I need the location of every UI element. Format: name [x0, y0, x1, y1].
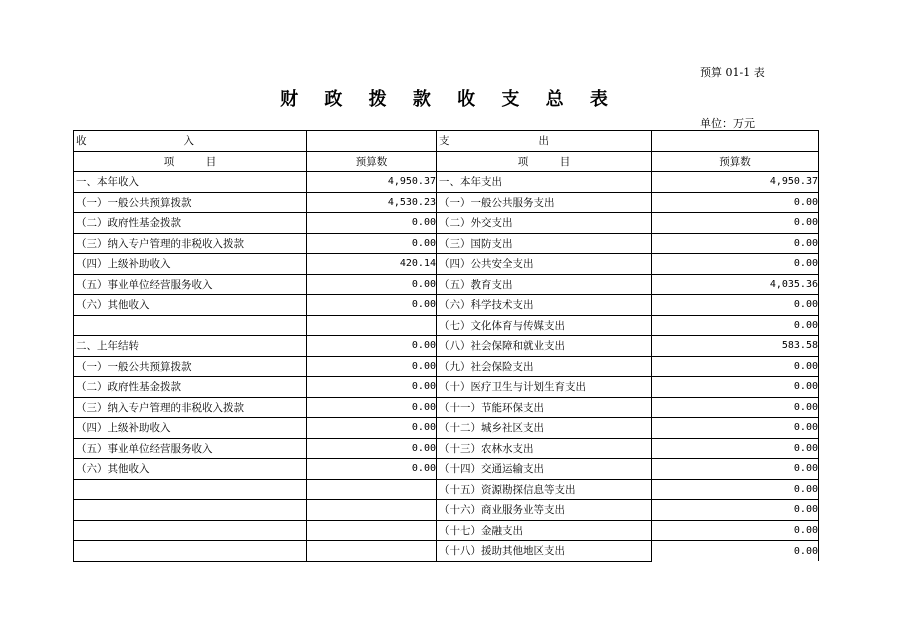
income-value-cell: 0.00 — [307, 233, 437, 254]
income-value-cell — [307, 315, 437, 336]
expense-item-cell: （八）社会保障和就业支出 — [437, 336, 652, 357]
table-row — [74, 315, 819, 336]
table-row — [74, 356, 819, 377]
expense-header-right: 出 — [538, 135, 549, 148]
income-value-cell — [307, 479, 437, 500]
budget-table — [73, 130, 819, 562]
income-item-cell — [74, 500, 307, 521]
income-item-cell: （二）政府性基金拨款 — [74, 377, 307, 398]
income-value-cell: 4,950.37 — [307, 172, 437, 193]
table-row — [74, 500, 819, 521]
expense-value-cell: 0.00 — [652, 213, 819, 234]
income-value-cell — [307, 520, 437, 541]
unit-label: 单位：万元 — [700, 117, 755, 130]
col-item-income: 项 目 — [74, 151, 307, 172]
expense-item-cell: （九）社会保险支出 — [437, 356, 652, 377]
income-item-cell: （六）其他收入 — [74, 295, 307, 316]
expense-item-cell: （十）医疗卫生与计划生育支出 — [437, 377, 652, 398]
income-item-cell: （五）事业单位经营服务收入 — [74, 438, 307, 459]
income-value-cell: 4,530.23 — [307, 192, 437, 213]
expense-value-cell: 0.00 — [652, 438, 819, 459]
expense-value-cell: 0.00 — [652, 192, 819, 213]
income-item-cell — [74, 315, 307, 336]
expense-value-cell: 583.58 — [652, 336, 819, 357]
table-row — [74, 192, 819, 213]
expense-value-cell: 0.00 — [652, 356, 819, 377]
expense-value-cell: 0.00 — [652, 315, 819, 336]
expense-value-cell: 0.00 — [652, 233, 819, 254]
income-item-cell — [74, 520, 307, 541]
income-value-cell: 0.00 — [307, 295, 437, 316]
expense-item-cell: （十五）资源勘探信息等支出 — [437, 479, 652, 500]
income-value-cell: 0.00 — [307, 336, 437, 357]
income-value-cell: 420.14 — [307, 254, 437, 275]
income-value-cell — [307, 500, 437, 521]
expense-item-cell: （四）公共安全支出 — [437, 254, 652, 275]
table-row — [74, 520, 819, 541]
expense-item-cell: （六）科学技术支出 — [437, 295, 652, 316]
income-value-cell: 0.00 — [307, 418, 437, 439]
income-item-cell: （三）纳入专户管理的非税收入拨款 — [74, 397, 307, 418]
income-item-cell: （二）政府性基金拨款 — [74, 213, 307, 234]
expense-value-cell: 0.00 — [652, 520, 819, 541]
income-item-cell: （四）上级补助收入 — [74, 418, 307, 439]
form-code: 预算 01-1 表 — [700, 66, 765, 79]
table-row — [74, 213, 819, 234]
expense-value-cell: 0.00 — [652, 254, 819, 275]
expense-item-cell: （一）一般公共服务支出 — [437, 192, 652, 213]
income-item-cell: 一、本年收入 — [74, 172, 307, 193]
income-value-cell: 0.00 — [307, 438, 437, 459]
expense-value-cell: 0.00 — [652, 397, 819, 418]
expense-header-blank — [652, 131, 819, 152]
income-item-cell: （六）其他收入 — [74, 459, 307, 480]
expense-value-cell: 0.00 — [652, 459, 819, 480]
income-value-cell: 0.00 — [307, 377, 437, 398]
table-row — [74, 274, 819, 295]
expense-value-cell: 0.00 — [652, 500, 819, 521]
expense-value-cell: 0.00 — [652, 479, 819, 500]
table-row — [74, 479, 819, 500]
income-item-cell — [74, 541, 307, 562]
expense-item-cell: （十二）城乡社区支出 — [437, 418, 652, 439]
col-budget-income: 预算数 — [307, 151, 437, 172]
expense-value-cell: 0.00 — [652, 541, 819, 562]
table-row — [74, 233, 819, 254]
expense-header — [437, 131, 652, 152]
expense-value-cell: 0.00 — [652, 418, 819, 439]
table-row — [74, 397, 819, 418]
table-row — [74, 459, 819, 480]
expense-value-cell: 4,950.37 — [652, 172, 819, 193]
income-value-cell: 0.00 — [307, 274, 437, 295]
income-item-cell: （五）事业单位经营服务收入 — [74, 274, 307, 295]
income-value-cell: 0.00 — [307, 397, 437, 418]
income-item-cell: （一）一般公共预算拨款 — [74, 356, 307, 377]
income-value-cell: 0.00 — [307, 213, 437, 234]
table-row — [74, 295, 819, 316]
table-row — [74, 377, 819, 398]
expense-value-cell: 0.00 — [652, 295, 819, 316]
expense-value-cell: 4,035.36 — [652, 274, 819, 295]
income-item-cell: （三）纳入专户管理的非税收入拨款 — [74, 233, 307, 254]
expense-item-cell: （十七）金融支出 — [437, 520, 652, 541]
table-row — [74, 336, 819, 357]
expense-item-cell: 一、本年支出 — [437, 172, 652, 193]
income-header-right: 入 — [183, 135, 194, 148]
expense-item-cell: （二）外交支出 — [437, 213, 652, 234]
expense-item-cell: （三）国防支出 — [437, 233, 652, 254]
column-header-row — [74, 151, 819, 172]
table-row — [74, 438, 819, 459]
expense-item-cell: （七）文化体育与传媒支出 — [437, 315, 652, 336]
section-header-row — [74, 131, 819, 152]
expense-item-cell: （十三）农林水支出 — [437, 438, 652, 459]
table-row — [74, 172, 819, 193]
table-row — [74, 418, 819, 439]
expense-header-left: 支 — [439, 135, 450, 148]
income-header-left: 收 — [76, 135, 87, 148]
expense-item-cell: （十四）交通运输支出 — [437, 459, 652, 480]
income-header-blank — [307, 131, 437, 152]
income-value-cell: 0.00 — [307, 356, 437, 377]
col-item-expense: 项 目 — [437, 151, 652, 172]
income-item-cell — [74, 479, 307, 500]
col-budget-expense: 预算数 — [652, 151, 819, 172]
expense-value-cell: 0.00 — [652, 377, 819, 398]
income-item-cell: （四）上级补助收入 — [74, 254, 307, 275]
expense-item-cell: （十一）节能环保支出 — [437, 397, 652, 418]
table-row — [74, 254, 819, 275]
expense-item-cell: （十六）商业服务业等支出 — [437, 500, 652, 521]
table-row — [74, 541, 819, 562]
expense-item-cell: （十八）援助其他地区支出 — [437, 541, 652, 562]
income-value-cell — [307, 541, 437, 562]
income-item-cell: 二、上年结转 — [74, 336, 307, 357]
income-value-cell: 0.00 — [307, 459, 437, 480]
income-item-cell: （一）一般公共预算拨款 — [74, 192, 307, 213]
page-title: 财 政 拨 款 收 支 总 表 — [280, 89, 618, 110]
income-header — [74, 131, 307, 152]
expense-item-cell: （五）教育支出 — [437, 274, 652, 295]
